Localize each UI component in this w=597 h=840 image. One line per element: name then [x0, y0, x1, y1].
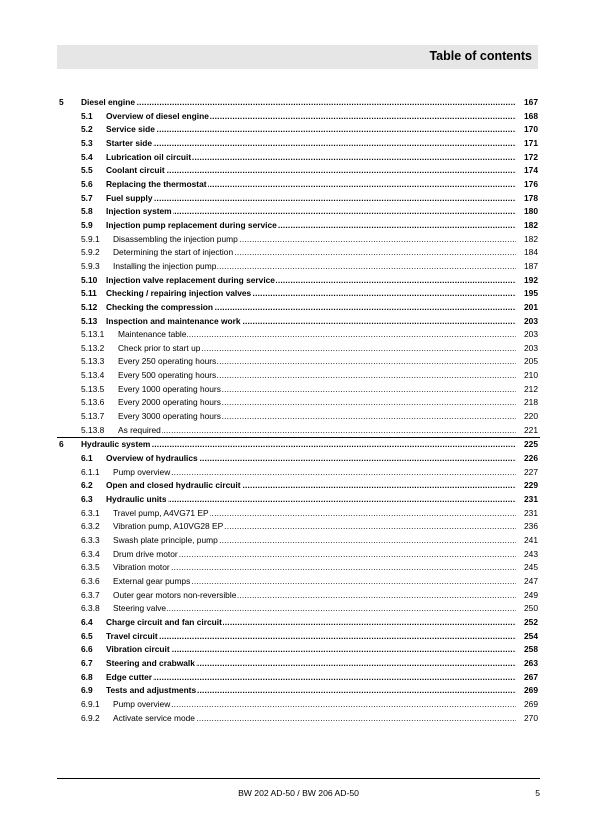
- toc-entry-title: Disassembling the injection pump: [113, 233, 238, 244]
- toc-entry-page: 225: [524, 439, 538, 450]
- toc-entry-page: 167: [524, 97, 538, 107]
- toc-entry-number: 5.9.3: [81, 260, 100, 271]
- toc-entry-number: 5.9: [81, 219, 93, 230]
- toc-entry-row[interactable]: [57, 328, 540, 342]
- toc-entry-number: 5.13: [81, 315, 98, 326]
- toc-entry-title: Every 1000 operating hours: [118, 383, 221, 394]
- toc-entry-number: 5.13.2: [81, 342, 105, 353]
- toc-entry-title: Pump overview: [113, 698, 171, 709]
- toc-entry-leader: [113, 575, 516, 589]
- toc-entry-number: 6.1.1: [81, 466, 100, 477]
- toc-entry-number: 6.7: [81, 657, 93, 668]
- toc-entry-leader: [113, 507, 516, 521]
- toc-entry-number: 6.5: [81, 630, 93, 641]
- toc-entry-row[interactable]: [57, 479, 540, 493]
- toc-entry-page: 231: [524, 494, 538, 505]
- toc-entry-row[interactable]: [57, 233, 540, 247]
- toc-entry-row[interactable]: [57, 164, 540, 178]
- toc-entry-leader: [118, 410, 516, 424]
- toc-entry-row[interactable]: [57, 507, 540, 521]
- toc-entry-page: 258: [524, 644, 538, 655]
- toc-entry-row[interactable]: [57, 383, 540, 397]
- toc-entry-leader: [113, 589, 516, 603]
- toc-entry-page: 176: [524, 178, 538, 189]
- toc-entry-page: 252: [524, 616, 538, 627]
- toc-entry-number: 6.3: [81, 494, 93, 505]
- toc-entry-row[interactable]: [57, 561, 540, 575]
- toc-entry-page: 172: [524, 151, 538, 162]
- footer-page-number: 5: [535, 788, 540, 798]
- toc-entry-number: 6.6: [81, 644, 93, 655]
- toc-entry-leader: [106, 315, 516, 329]
- toc-entry-leader: [106, 452, 516, 466]
- toc-entry-leader: [106, 684, 516, 698]
- toc-entry-page: 184: [524, 247, 538, 258]
- toc-entry-number: 6.3.4: [81, 548, 100, 559]
- toc-entry-title: Fuel supply: [106, 192, 153, 203]
- toc-entry-title: Inspection and maintenance work: [106, 315, 241, 326]
- toc-entry-title: Injection valve replacement during service: [106, 274, 275, 285]
- toc-entry-title: Travel circuit: [106, 630, 158, 641]
- toc-entry-page: 269: [524, 685, 538, 696]
- toc-chapter-row[interactable]: [57, 437, 540, 452]
- toc-entry-row[interactable]: [57, 493, 540, 507]
- toc-entry-page: 178: [524, 192, 538, 203]
- toc-entry-leader: [106, 110, 516, 124]
- toc-entry-title: Hydraulic system: [81, 439, 151, 450]
- toc-entry-page: 245: [524, 562, 538, 573]
- toc-entry-row[interactable]: [57, 657, 540, 671]
- toc-entry-number: 5.12: [81, 301, 98, 312]
- toc-entry-page: 170: [524, 124, 538, 135]
- toc-entry-number: 5.11: [81, 288, 97, 299]
- toc-entry-page: 229: [524, 480, 538, 491]
- toc-entry-leader: [113, 466, 516, 480]
- toc-entry-leader: [118, 396, 516, 410]
- toc-entry-leader: [106, 123, 516, 137]
- toc-entry-number: 6.3.6: [81, 575, 100, 586]
- toc-entry-title: Injection pump replacement during service: [106, 219, 277, 230]
- toc-entry-title: Diesel engine: [81, 97, 135, 107]
- toc-entry-title: Lubrication oil circuit: [106, 151, 192, 162]
- toc-entry-leader: [106, 616, 516, 630]
- toc-entry-number: 6.4: [81, 616, 93, 627]
- table-of-contents: [57, 96, 540, 725]
- toc-entry-title: Maintenance table: [118, 329, 187, 340]
- toc-entry-row[interactable]: [57, 671, 540, 685]
- toc-entry-leader: [106, 219, 516, 233]
- toc-entry-page: 247: [524, 575, 538, 586]
- toc-entry-page: 203: [524, 315, 538, 326]
- toc-entry-row[interactable]: [57, 616, 540, 630]
- toc-entry-number: 5.13.5: [81, 383, 105, 394]
- toc-entry-row[interactable]: [57, 246, 540, 260]
- toc-entry-title: Checking the compression: [106, 301, 214, 312]
- toc-entry-page: 210: [524, 370, 538, 381]
- toc-chapter-row[interactable]: [57, 96, 540, 110]
- toc-entry-title: Edge cutter: [106, 671, 153, 682]
- toc-entry-title: Swash plate principle, pump: [113, 535, 218, 545]
- toc-entry-leader: [113, 260, 516, 274]
- toc-entry-number: 6.3.1: [81, 507, 100, 518]
- toc-entry-row[interactable]: [57, 424, 540, 438]
- toc-entry-page: 227: [524, 466, 538, 477]
- toc-entry-title: Check prior to start up: [118, 342, 201, 353]
- toc-entry-leader: [106, 164, 516, 178]
- toc-entry-leader: [118, 424, 516, 438]
- toc-entry-title: Vibration circuit: [106, 644, 170, 655]
- toc-entry-number: 6.1: [81, 453, 93, 464]
- toc-entry-title: Determining the start of injection: [113, 247, 234, 258]
- toc-entry-leader: [106, 287, 516, 301]
- toc-entry-title: Travel pump, A4VG71 EP: [113, 507, 209, 518]
- toc-entry-leader: [106, 178, 516, 192]
- toc-entry-row[interactable]: [57, 219, 540, 233]
- toc-entry-row[interactable]: [57, 602, 540, 616]
- toc-entry-leader: [113, 246, 516, 260]
- toc-entry-row[interactable]: [57, 548, 540, 562]
- toc-entry-number: 6.9: [81, 685, 93, 696]
- page-title: Table of contents: [429, 49, 532, 63]
- toc-entry-leader: [113, 698, 516, 712]
- toc-entry-row[interactable]: [57, 205, 540, 219]
- header-bar: [57, 45, 538, 69]
- toc-entry-number: 5.7: [81, 192, 93, 203]
- toc-entry-number: 5.1: [81, 110, 93, 121]
- toc-entry-page: 182: [524, 219, 538, 230]
- toc-entry-number: 5.9.1: [81, 233, 100, 244]
- toc-entry-row[interactable]: [57, 315, 540, 329]
- toc-entry-title: Service side: [106, 124, 155, 135]
- toc-entry-title: Steering and crabwalk: [106, 657, 195, 668]
- toc-entry-title: Every 500 operating hours: [118, 370, 217, 381]
- toc-entry-row[interactable]: [57, 287, 540, 301]
- toc-entry-title: Overview of diesel engine: [106, 110, 209, 121]
- toc-entry-page: 180: [524, 206, 538, 217]
- toc-entry-leader: [113, 520, 516, 534]
- toc-entry-page: 174: [524, 165, 538, 176]
- toc-entry-number: 6.3.2: [81, 521, 100, 532]
- toc-entry-number: 5.8: [81, 206, 93, 217]
- toc-entry-row[interactable]: [57, 178, 540, 192]
- toc-entry-number: 5.13.8: [81, 424, 105, 435]
- toc-entry-row[interactable]: [57, 452, 540, 466]
- toc-entry-title: Vibration pump, A10VG28 EP: [113, 521, 224, 532]
- toc-entry-page: 241: [524, 535, 538, 545]
- toc-entry-row[interactable]: [57, 520, 540, 534]
- toc-entry-page: 226: [524, 453, 538, 464]
- toc-entry-leader: [106, 671, 516, 685]
- toc-entry-title: Activate service mode: [113, 712, 195, 723]
- toc-entry-row[interactable]: [57, 301, 540, 315]
- toc-entry-number: 5.13.3: [81, 356, 105, 367]
- toc-entry-row[interactable]: [57, 192, 540, 206]
- toc-entry-number: 5.5: [81, 165, 93, 176]
- toc-entry-row[interactable]: [57, 137, 540, 151]
- toc-entry-page: 187: [524, 260, 538, 271]
- toc-entry-row[interactable]: [57, 698, 540, 712]
- toc-entry-page: 203: [524, 329, 538, 340]
- toc-entry-leader: [118, 383, 516, 397]
- toc-entry-leader: [106, 274, 516, 288]
- toc-entry-page: 218: [524, 397, 538, 408]
- toc-entry-leader: [106, 151, 516, 165]
- toc-entry-leader: [113, 602, 516, 616]
- toc-entry-page: 254: [524, 630, 538, 641]
- toc-entry-number: 6.9.1: [81, 698, 100, 709]
- toc-entry-number: 6.3.7: [81, 589, 100, 600]
- toc-entry-page: 182: [524, 233, 538, 244]
- toc-entry-row[interactable]: [57, 589, 540, 603]
- toc-entry-leader: [118, 369, 516, 383]
- toc-entry-row[interactable]: [57, 396, 540, 410]
- toc-entry-page: 270: [524, 712, 538, 723]
- toc-entry-number: 5.2: [81, 124, 93, 135]
- toc-entry-number: 5.13.1: [81, 329, 105, 340]
- toc-entry-title: As required: [118, 424, 161, 435]
- toc-entry-page: 269: [524, 698, 538, 709]
- toc-entry-number: 5.10: [81, 274, 98, 285]
- toc-entry-number: 6: [59, 439, 64, 450]
- toc-entry-row[interactable]: [57, 110, 540, 124]
- toc-entry-number: 6.3.8: [81, 603, 100, 614]
- toc-entry-leader: [118, 342, 516, 356]
- toc-entry-leader: [106, 301, 516, 315]
- toc-entry-page: 250: [524, 603, 538, 614]
- toc-entry-title: Injection system: [106, 206, 172, 217]
- toc-entry-page: 201: [524, 301, 538, 312]
- toc-entry-leader: [106, 205, 516, 219]
- toc-entry-page: 192: [524, 274, 538, 285]
- toc-entry-number: 5.13.6: [81, 397, 105, 408]
- toc-entry-title: Hydraulic units: [106, 494, 167, 505]
- toc-entry-title: Drum drive motor: [113, 548, 178, 559]
- toc-entry-row[interactable]: [57, 643, 540, 657]
- toc-entry-leader: [106, 137, 516, 151]
- toc-entry-title: Coolant circuit: [106, 165, 165, 176]
- toc-entry-page: 243: [524, 548, 538, 559]
- toc-entry-page: 203: [524, 342, 538, 353]
- toc-entry-page: 221: [524, 424, 538, 435]
- toc-entry-leader: [118, 328, 516, 342]
- toc-entry-title: Starter side: [106, 137, 153, 148]
- toc-entry-row[interactable]: [57, 342, 540, 356]
- toc-entry-title: Open and closed hydraulic circuit: [106, 480, 241, 491]
- toc-entry-title: Every 2000 operating hours: [118, 397, 221, 408]
- toc-entry-title: Steering valve: [113, 603, 167, 614]
- toc-entry-leader: [81, 96, 516, 110]
- toc-entry-row[interactable]: [57, 534, 540, 548]
- toc-entry-number: 6.2: [81, 480, 93, 491]
- toc-entry-page: 205: [524, 356, 538, 367]
- toc-entry-page: 263: [524, 657, 538, 668]
- toc-entry-leader: [113, 548, 516, 562]
- toc-entry-leader: [106, 657, 516, 671]
- toc-entry-leader: [106, 630, 516, 644]
- toc-entry-title: Checking / repairing injection valves: [106, 288, 252, 299]
- toc-entry-row[interactable]: [57, 712, 540, 726]
- toc-entry-number: 6.9.2: [81, 712, 100, 723]
- toc-entry-number: 5.13.7: [81, 411, 105, 422]
- toc-entry-leader: [106, 643, 516, 657]
- toc-entry-title: Overview of hydraulics: [106, 453, 198, 464]
- toc-entry-leader: [106, 479, 516, 493]
- toc-entry-title: External gear pumps: [113, 575, 191, 586]
- toc-entry-leader: [81, 438, 516, 452]
- toc-entry-leader: [113, 712, 516, 726]
- toc-entry-row[interactable]: [57, 123, 540, 137]
- toc-entry-title: Every 250 operating hours: [118, 356, 217, 367]
- footer-divider: [57, 778, 540, 779]
- toc-entry-leader: [106, 493, 516, 507]
- toc-entry-number: 5.9.2: [81, 247, 100, 258]
- toc-entry-page: 195: [524, 288, 538, 299]
- toc-entry-row[interactable]: [57, 369, 540, 383]
- toc-entry-row[interactable]: [57, 684, 540, 698]
- toc-entry-page: 236: [524, 521, 538, 532]
- toc-entry-row[interactable]: [57, 151, 540, 165]
- toc-entry-number: 6.8: [81, 671, 93, 682]
- toc-entry-page: 171: [524, 137, 538, 148]
- toc-entry-page: 168: [524, 110, 538, 121]
- toc-entry-number: 6.3.3: [81, 535, 100, 545]
- toc-entry-title: Installing the injection pump: [113, 260, 217, 271]
- toc-entry-title: Tests and adjustments: [106, 685, 197, 696]
- toc-entry-title: Every 3000 operating hours: [118, 411, 221, 422]
- toc-entry-row[interactable]: [57, 274, 540, 288]
- toc-entry-leader: [113, 561, 516, 575]
- toc-entry-title: Pump overview: [113, 466, 171, 477]
- toc-entry-page: 249: [524, 589, 538, 600]
- toc-entry-row[interactable]: [57, 575, 540, 589]
- toc-entry-number: 5.3: [81, 137, 93, 148]
- toc-entry-row[interactable]: [57, 355, 540, 369]
- toc-entry-row[interactable]: [57, 630, 540, 644]
- toc-entry-page: 267: [524, 671, 538, 682]
- footer-model: BW 202 AD-50 / BW 206 AD-50: [238, 788, 359, 798]
- toc-entry-leader: [113, 534, 516, 548]
- toc-entry-number: 5.13.4: [81, 370, 105, 381]
- toc-entry-number: 6.3.5: [81, 562, 100, 573]
- toc-entry-row[interactable]: [57, 260, 540, 274]
- toc-entry-page: 212: [524, 383, 538, 394]
- toc-entry-title: Charge circuit and fan circuit: [106, 616, 222, 627]
- toc-entry-page: 231: [524, 507, 538, 518]
- toc-entry-title: Vibration motor: [113, 562, 170, 573]
- toc-entry-row[interactable]: [57, 466, 540, 480]
- toc-entry-leader: [106, 192, 516, 206]
- toc-entry-number: 5.4: [81, 151, 93, 162]
- toc-entry-leader: [118, 355, 516, 369]
- toc-entry-leader: [113, 233, 516, 247]
- toc-entry-page: 220: [524, 411, 538, 422]
- toc-entry-number: 5.6: [81, 178, 93, 189]
- toc-entry-title: Outer gear motors non-reversible: [113, 589, 237, 600]
- toc-entry-number: 5: [59, 97, 64, 107]
- toc-entry-row[interactable]: [57, 410, 540, 424]
- toc-entry-title: Replacing the thermostat: [106, 178, 207, 189]
